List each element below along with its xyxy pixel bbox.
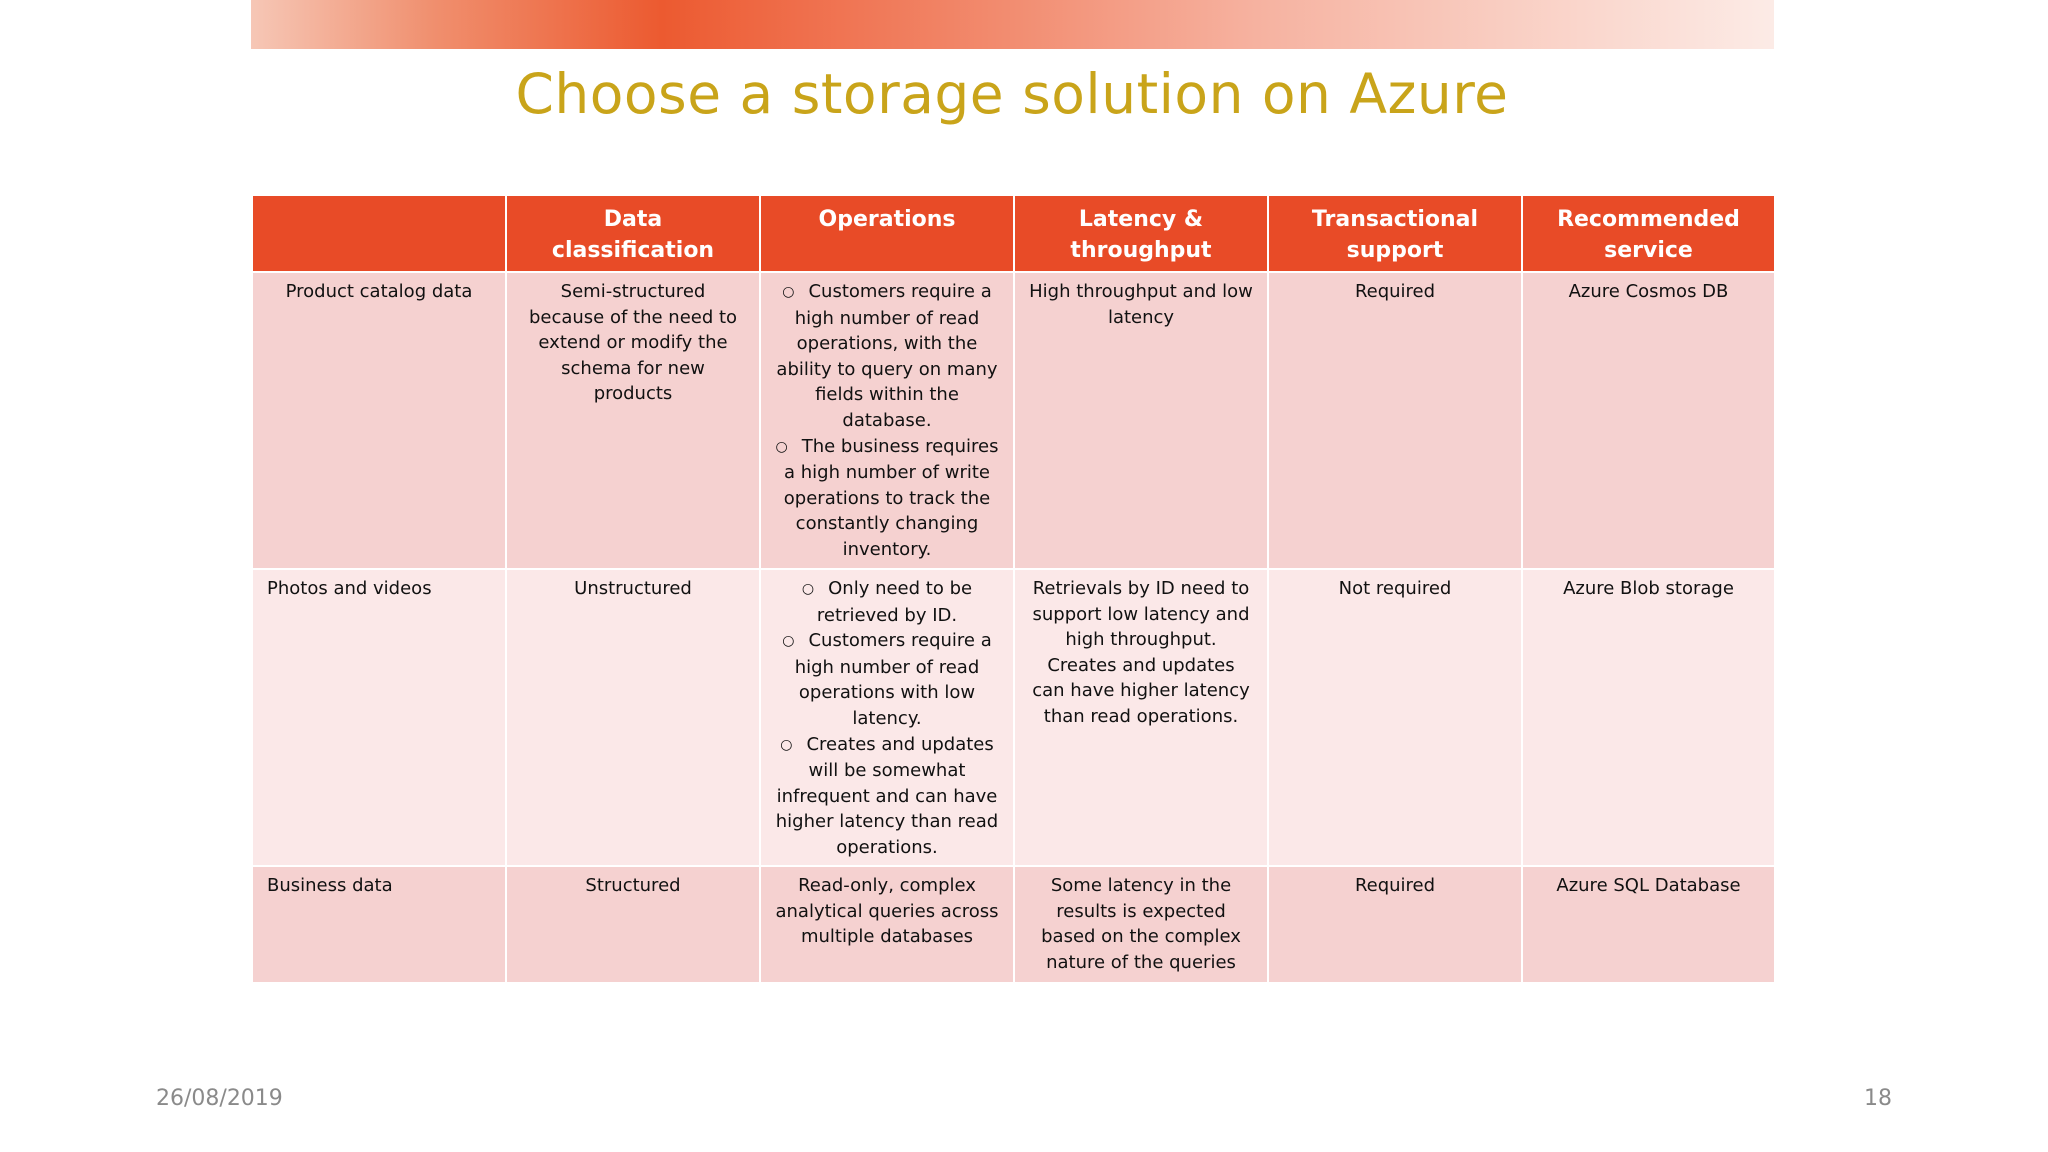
operations-item: ○ Only need to be retrieved by ID. (801, 578, 973, 626)
operations-item: ○ The business requires a high number of write operations to track the constantly changing inventory. (775, 435, 999, 560)
operations-item: ○ Customers require a high number of read operations with low latency. (782, 630, 992, 729)
row-name: Photos and videos (252, 569, 506, 866)
header-operations: Operations (760, 195, 1014, 272)
header-transactional-support: Transactional support (1268, 195, 1522, 272)
circle-bullet-icon: ○ (782, 633, 795, 650)
slide-title: Choose a storage solution on Azure (515, 62, 1509, 126)
operations-item: ○ Creates and updates will be somewhat infrequent and can have higher latency than read operations. (775, 733, 999, 858)
header-data-classification: Data classification (506, 195, 760, 272)
latency-cell: High throughput and low latency (1014, 272, 1268, 569)
circle-bullet-icon: ○ (775, 438, 788, 455)
table-row (252, 272, 1775, 569)
row-name: Product catalog data (252, 272, 506, 569)
latency-cell: Retrievals by ID need to support low latency and high throughput. Creates and updates can have higher latency than read operations. (1014, 569, 1268, 866)
top-gradient-band (251, 0, 1774, 49)
operations-list (775, 576, 999, 861)
data-classification-cell: Unstructured (506, 569, 760, 866)
header-latency-throughput: Latency & throughput (1014, 195, 1268, 272)
service-cell: Azure Cosmos DB (1522, 272, 1775, 569)
operations-list (775, 279, 999, 563)
transactional-cell: Required (1268, 272, 1522, 569)
page-number: 18 (1864, 1086, 1892, 1111)
storage-comparison-table (251, 194, 1776, 984)
data-classification-cell: Structured (506, 866, 760, 983)
row-name: Business data (252, 866, 506, 983)
operations-cell (760, 569, 1014, 866)
circle-bullet-icon: ○ (801, 581, 815, 597)
service-cell: Azure SQL Database (1522, 866, 1775, 983)
circle-bullet-icon: ○ (780, 736, 793, 753)
circle-bullet-icon: ○ (782, 284, 795, 300)
transactional-cell: Not required (1268, 569, 1522, 866)
table-row (252, 569, 1775, 866)
table-header-row (252, 195, 1775, 272)
header-empty (252, 195, 506, 272)
operations-cell: Read-only, complex analytical queries across multiple databases (760, 866, 1014, 983)
footer-date: 26/08/2019 (156, 1086, 283, 1111)
latency-cell: Some latency in the results is expected based on the complex nature of the queries (1014, 866, 1268, 983)
operations-cell (760, 272, 1014, 569)
service-cell: Azure Blob storage (1522, 569, 1775, 866)
transactional-cell: Required (1268, 866, 1522, 983)
data-classification-cell: Semi-structured because of the need to extend or modify the schema for new products (506, 272, 760, 569)
operations-item: ○ Customers require a high number of read operations, with the ability to query on many fields within the database. (776, 281, 998, 431)
table-row (252, 866, 1775, 983)
header-recommended-service: Recommended service (1522, 195, 1775, 272)
